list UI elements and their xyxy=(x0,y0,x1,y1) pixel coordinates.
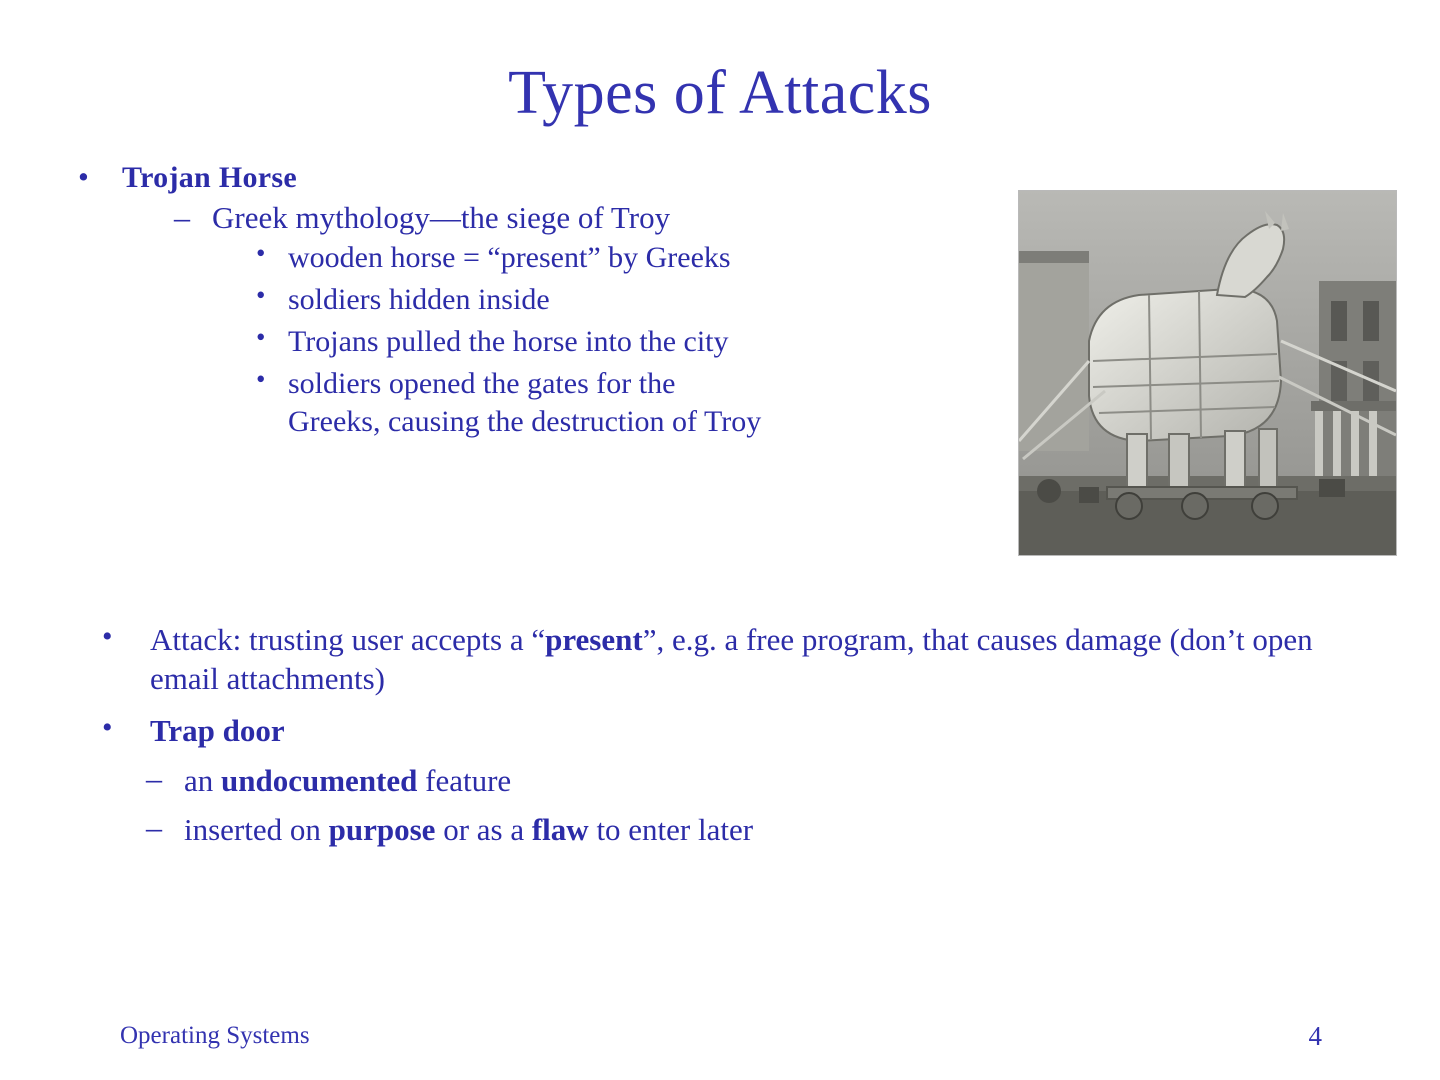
footer-page-number: 4 xyxy=(1308,1021,1322,1051)
bullet-marker-dash: – xyxy=(146,808,162,845)
bullet-trap-door xyxy=(90,711,1380,750)
trap-door-item-undocumented xyxy=(142,762,1380,801)
list-item xyxy=(248,239,1394,277)
bullet-list-level2 xyxy=(122,199,1394,441)
bullet-marker-disc: • xyxy=(256,321,266,352)
undocumented-part1: an xyxy=(184,763,222,799)
trap-door-item-purpose xyxy=(142,808,1380,850)
attack-text-part2: ”, e.g. a free program, that causes damage (don’t open email attachments) xyxy=(150,622,1313,697)
attack-text-part1: Attack: trusting user accepts a “ xyxy=(150,622,546,657)
attack-text-bold: present xyxy=(545,622,643,657)
list-item-label: wooden horse = “present” by Greeks xyxy=(288,241,731,275)
list-item-label: soldiers opened the gates for the xyxy=(288,366,676,400)
list-item xyxy=(248,323,1394,361)
list-item xyxy=(248,365,1394,441)
bullet-list-level1 xyxy=(64,158,1394,440)
page-title: Types of Attacks xyxy=(508,59,932,127)
undocumented-part2: feature xyxy=(417,763,512,799)
bullet-list-level3 xyxy=(212,239,1394,440)
bullet-marker-disc: • xyxy=(256,280,266,311)
list-item-label: soldiers hidden inside xyxy=(288,283,550,317)
undocumented-bold: undocumented xyxy=(221,763,418,799)
bullet-trojan-horse xyxy=(64,158,1394,440)
flaw-bold: flaw xyxy=(531,811,589,847)
purpose-bold: purpose xyxy=(328,811,436,847)
outline-bottom xyxy=(90,620,1380,860)
list-item-label: Trojans pulled the horse into the city xyxy=(288,324,729,358)
list-item xyxy=(248,281,1394,319)
bullet-marker-disc: • xyxy=(78,159,89,194)
bullet-list-bottom xyxy=(90,620,1380,750)
footer-course-name: Operating Systems xyxy=(120,1022,310,1049)
outline-top xyxy=(64,158,1394,444)
bullet-marker-disc: • xyxy=(256,238,266,269)
bullet-greek-mythology-label: Greek mythology—the siege of Troy xyxy=(212,199,671,235)
purpose-part3: to enter later xyxy=(588,811,754,847)
bullet-marker-disc: • xyxy=(256,363,266,394)
list-item-label-continued: Greeks, causing the destruction of Troy xyxy=(288,404,762,438)
purpose-part2: or as a xyxy=(435,811,532,847)
bullet-marker-disc: • xyxy=(102,710,113,744)
bullet-greek-mythology xyxy=(170,199,1394,441)
bullet-marker-dash: – xyxy=(146,760,162,797)
bullet-marker-disc: • xyxy=(102,620,113,653)
trap-door-label: Trap door xyxy=(150,712,285,748)
bullet-attack-description xyxy=(90,620,1380,699)
bullet-marker-dash: – xyxy=(174,198,190,235)
purpose-part1: inserted on xyxy=(184,811,329,847)
attack-description-text xyxy=(150,622,1313,696)
bullet-trojan-horse-label: Trojan Horse xyxy=(122,161,297,194)
